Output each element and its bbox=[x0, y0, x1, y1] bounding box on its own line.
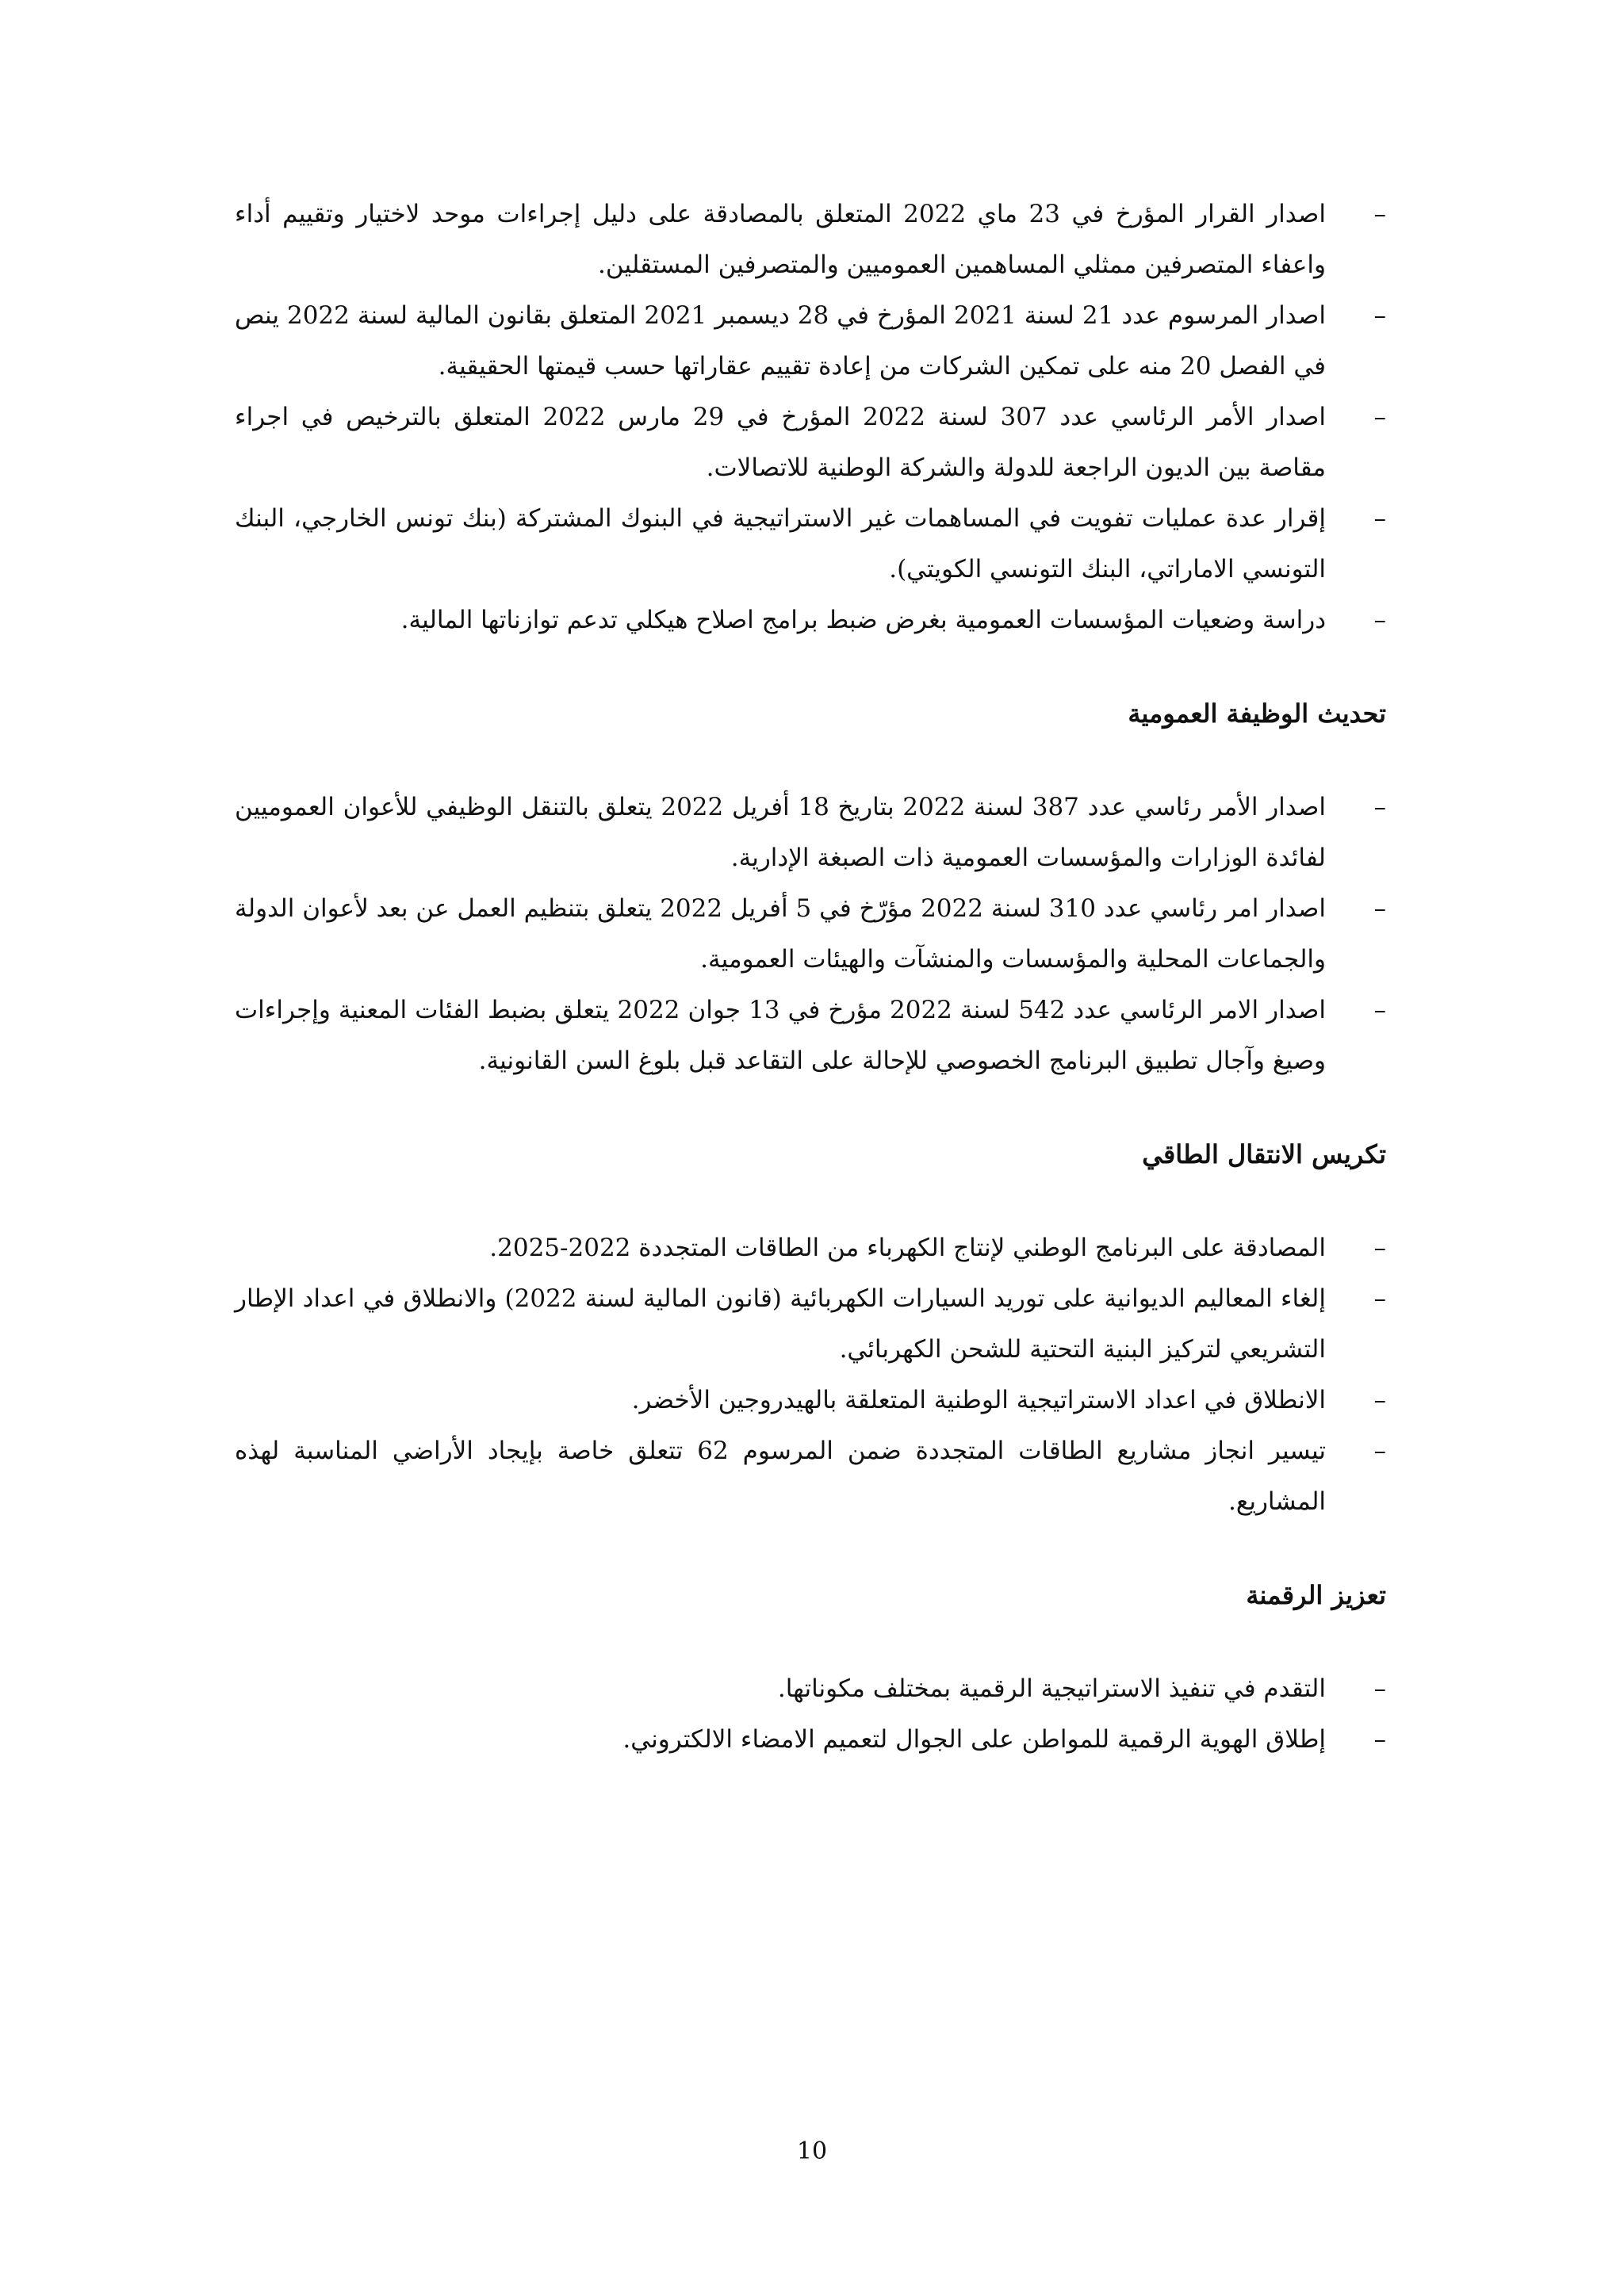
list-item-text: إطلاق الهوية الرقمية للمواطن على الجوال لتعميم الامضاء الالكتروني. bbox=[622, 1725, 1326, 1754]
page-content bbox=[235, 189, 1386, 1765]
dash-bullet: – bbox=[1373, 504, 1386, 533]
list-item-text: المصادقة على البرنامج الوطني لإنتاج الكهرباء من الطاقات المتجددة 2022-2025. bbox=[489, 1234, 1326, 1262]
list-item bbox=[235, 985, 1386, 1086]
list-item-text: اصدار القرار المؤرخ في 23 ماي 2022 المتعلق بالمصادقة على دليل إجراءات موحد لاختيار وتقييم أداء واعفاء المتصرفين ممثلي المساهمين العموميين والمتصرفين المستقلين. bbox=[235, 200, 1326, 279]
list-item bbox=[235, 1273, 1386, 1375]
page-number: 10 bbox=[796, 2137, 828, 2165]
list-item bbox=[235, 1425, 1386, 1527]
list-item-text: إلغاء المعاليم الديوانية على توريد السيارات الكهربائية (قانون المالية لسنة 2022) والانطلاق في اعداد الإطار التشريعي لتركيز البنية التحتية للشحن الكهربائي. bbox=[235, 1284, 1326, 1364]
energy-transition-list bbox=[235, 1223, 1386, 1527]
dash-bullet: – bbox=[1373, 200, 1386, 228]
list-item bbox=[235, 883, 1386, 985]
list-item bbox=[235, 782, 1386, 883]
list-item bbox=[235, 1714, 1386, 1765]
reforms-list bbox=[235, 189, 1386, 645]
list-item-text: اصدار امر رئاسي عدد 310 لسنة 2022 مؤرّخ في 5 أفريل 2022 يتعلق بتنظيم العمل عن بعد لأعوان الدولة والجماعات المحلية والمؤسسات والمنشآت والهيئات العمومية. bbox=[235, 894, 1326, 974]
section-heading-digitalization: تعزيز الرقمنة bbox=[1246, 1580, 1386, 1610]
list-item-text: التقدم في تنفيذ الاستراتيجية الرقمية بمختلف مكوناتها. bbox=[777, 1674, 1326, 1703]
public-service-list bbox=[235, 782, 1386, 1086]
dash-bullet: – bbox=[1373, 1284, 1386, 1313]
list-item-text: دراسة وضعيات المؤسسات العمومية بغرض ضبط برامج اصلاح هيكلي تدعم توازناتها المالية. bbox=[400, 606, 1326, 634]
list-item bbox=[235, 493, 1386, 595]
dash-bullet: – bbox=[1373, 403, 1386, 431]
dash-bullet: – bbox=[1373, 793, 1386, 821]
dash-bullet: – bbox=[1373, 606, 1386, 634]
list-item bbox=[235, 1663, 1386, 1714]
dash-bullet: – bbox=[1373, 301, 1386, 330]
list-item-text: اصدار المرسوم عدد 21 لسنة 2021 المؤرخ في 28 ديسمبر 2021 المتعلق بقانون المالية لسنة 2022 ينص في الفصل 20 منه على تمكين الشركات من إعادة تقييم عقاراتها حسب قيمتها الحقيقية. bbox=[235, 301, 1326, 381]
dash-bullet: – bbox=[1373, 996, 1386, 1024]
list-item-text: اصدار الأمر رئاسي عدد 387 لسنة 2022 بتاريخ 18 أفريل 2022 يتعلق بالتنقل الوظيفي للأعوان العموميين لفائدة الوزارات والمؤسسات العمومية ذات الصبغة الإدارية. bbox=[235, 793, 1326, 872]
list-item bbox=[235, 189, 1386, 290]
list-item-text: اصدار الامر الرئاسي عدد 542 لسنة 2022 مؤرخ في 13 جوان 2022 يتعلق بضبط الفئات المعنية وإجراءات وصيغ وآجال تطبيق البرنامج الخصوصي للإحالة على التقاعد قبل بلوغ السن القانونية. bbox=[235, 996, 1326, 1075]
list-item bbox=[235, 392, 1386, 493]
list-item bbox=[235, 1223, 1386, 1273]
dash-bullet: – bbox=[1373, 1234, 1386, 1262]
dash-bullet: – bbox=[1373, 894, 1386, 923]
list-item-text: تيسير انجاز مشاريع الطاقات المتجددة ضمن المرسوم 62 تتعلق خاصة بإيجاد الأراضي المناسبة لهذه المشاريع. bbox=[235, 1437, 1326, 1516]
digitalization-list bbox=[235, 1663, 1386, 1765]
section-heading-energy-transition: تكريس الانتقال الطاقي bbox=[1142, 1139, 1386, 1169]
dash-bullet: – bbox=[1373, 1725, 1386, 1754]
dash-bullet: – bbox=[1373, 1674, 1386, 1703]
section-heading-public-service: تحديث الوظيفة العمومية bbox=[1128, 698, 1386, 729]
list-item-text: اصدار الأمر الرئاسي عدد 307 لسنة 2022 المؤرخ في 29 مارس 2022 المتعلق بالترخيص في اجراء مقاصة بين الديون الراجعة للدولة والشركة الوطنية للاتصالات. bbox=[235, 403, 1326, 482]
list-item-text: إقرار عدة عمليات تفويت في المساهمات غير الاستراتيجية في البنوك المشتركة (بنك تونس الخارجي، البنك التونسي الاماراتي، البنك التونسي الكويتي). bbox=[235, 504, 1326, 584]
list-item-text: الانطلاق في اعداد الاستراتيجية الوطنية المتعلقة بالهيدروجين الأخضر. bbox=[631, 1386, 1326, 1414]
dash-bullet: – bbox=[1373, 1386, 1386, 1414]
dash-bullet: – bbox=[1373, 1437, 1386, 1465]
list-item bbox=[235, 290, 1386, 392]
list-item bbox=[235, 595, 1386, 645]
list-item bbox=[235, 1375, 1386, 1425]
